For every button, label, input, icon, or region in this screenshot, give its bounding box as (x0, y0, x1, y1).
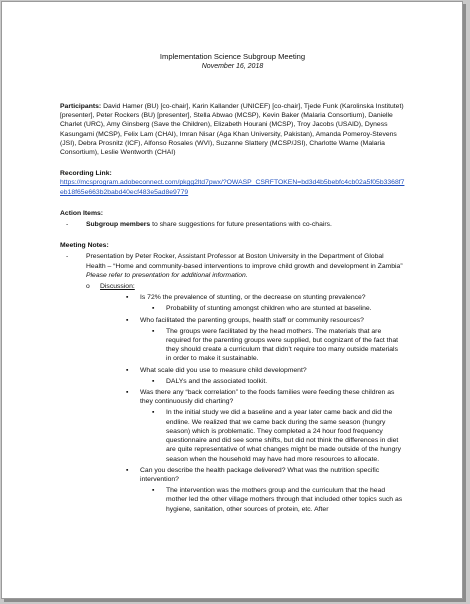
meeting-title: Implementation Science Subgroup Meeting (159, 52, 306, 61)
answer-item (152, 327, 405, 364)
answer-item (152, 377, 405, 386)
question-text: Who facilitated the parenting groups, health staff or community resources? (140, 316, 364, 324)
recording-link[interactable]: https://mcsprogram.adobeconnect.com/pkgg2ltd7pwx/?OWASP_CSRFTOKEN=bd3d4b5bebfc4cb02a5f05b3368f7eb18f65e663b2babd40ecf483e5ad8e9779 (60, 179, 405, 196)
participants-list: David Hamer (BU) [co-chair], Karin Kallander (UNICEF) [co-chair], Tjede Funk (Karolinska Institutet) [presenter], Peter Rockers (BU) [presenter], Stella Abwao (MCSP), Kevin Baker (Malaria Consortium), Danielle Charlet (URC), Amy Ginsberg (Save the Children), Elizabeth Hourani (MCSP), Troy Jacobs (USAID), Dyness Kasungami (MCSP), Felix Lam (CHAI), Imran Nisar (Aga Khan University, Pakistan), Amanda Pomeroy-Stevens (JSI), Debra Prosnitz (ICF), Alfonso Rosales (WVI), Suzanne Slattery (MCSP/JSI), Charlotte Warne (Malaria Consortium), Leslie Wentworth (CHAI) (60, 103, 404, 157)
square-bullet-icon: ▪ (126, 316, 129, 324)
action-item-owner: Subgroup members (86, 221, 151, 229)
recording-section (60, 169, 405, 197)
square-bullet-icon: ▪ (152, 487, 155, 495)
action-items-label: Action Items: (60, 209, 104, 217)
answer-item (152, 304, 405, 313)
document-body (60, 52, 405, 514)
question-item (126, 388, 405, 406)
recording-label: Recording Link: (60, 170, 112, 178)
circle-marker: o (86, 283, 90, 291)
answer-item (152, 486, 405, 514)
participants-label: Participants: (60, 103, 102, 110)
presentation-text: Presentation by Peter Rocker, Assistant Professor at Boston University in the Department of Global Health – “Home and community-based interventions to improve child growth and development in Zambia” (86, 253, 403, 270)
answer-text: In the initial study we did a baseline and a year later came back and did the endline. We realized that we came back during the same season (hungry season) which is problematic. They completed a 24 hour food frequency questionnaire and did see some shifts, but did not think the differences in diet are quite representative of what changes might be made outside of the hungry season when the household may have had more resources to allocate. (166, 409, 402, 463)
question-item (126, 316, 405, 325)
dash-marker: - (66, 221, 69, 229)
square-bullet-icon: ▪ (126, 466, 129, 474)
participants-section (60, 102, 405, 157)
answer-text: DALYs and the associated toolkit. (166, 377, 268, 385)
answer-text: The groups were facilitated by the head mothers. The materials that are required for the parenting groups were supplied, but cognizant of the fact that they should create a curriculum that didn’t require too many outside materials in order to make it sustainable. (166, 327, 398, 363)
presentation-item (66, 252, 405, 270)
question-item (126, 293, 405, 302)
answer-item (152, 408, 405, 463)
answer-text: Probability of stunting amongst children who are stunted at baseline. (166, 305, 372, 313)
meeting-date: November 16, 2018 (201, 63, 264, 70)
question-item (126, 366, 405, 375)
square-bullet-icon: ▪ (126, 389, 129, 397)
discussion-item (86, 282, 405, 291)
question-item (126, 466, 405, 484)
document-page (1, 1, 463, 599)
meeting-notes-section (60, 241, 405, 513)
action-item-text: to share suggestions for future presentations with co-chairs. (150, 221, 332, 229)
refer-note: Please refer to presentation for additional information. (86, 271, 248, 279)
square-bullet-icon: ▪ (152, 409, 155, 417)
action-item (66, 220, 405, 229)
square-bullet-icon: ▪ (152, 305, 155, 313)
question-text: Was there any “back correlation” to the foods families were feeding these children as they continuously did charting? (140, 389, 395, 406)
square-bullet-icon: ▪ (152, 377, 155, 385)
meeting-notes-label: Meeting Notes: (60, 242, 109, 250)
dash-marker: - (66, 253, 69, 261)
discussion-label: Discussion: (100, 283, 135, 291)
square-bullet-icon: ▪ (152, 327, 155, 335)
question-text: Is 72% the prevalence of stunting, or the decrease on stunting prevalence? (140, 294, 366, 302)
answer-text: The intervention was the mothers group and the curriculum that the head mother led the other village mothers through that included other topics such as hygiene, sanitation, other sources of protein, etc. After (166, 487, 403, 513)
action-items-section (60, 209, 405, 229)
question-text: What scale did you use to measure child development? (140, 366, 307, 374)
square-bullet-icon: ▪ (126, 366, 129, 374)
square-bullet-icon: ▪ (126, 294, 129, 302)
question-text: Can you describe the health package delivered? What was the nutrition specific intervention? (140, 466, 380, 483)
